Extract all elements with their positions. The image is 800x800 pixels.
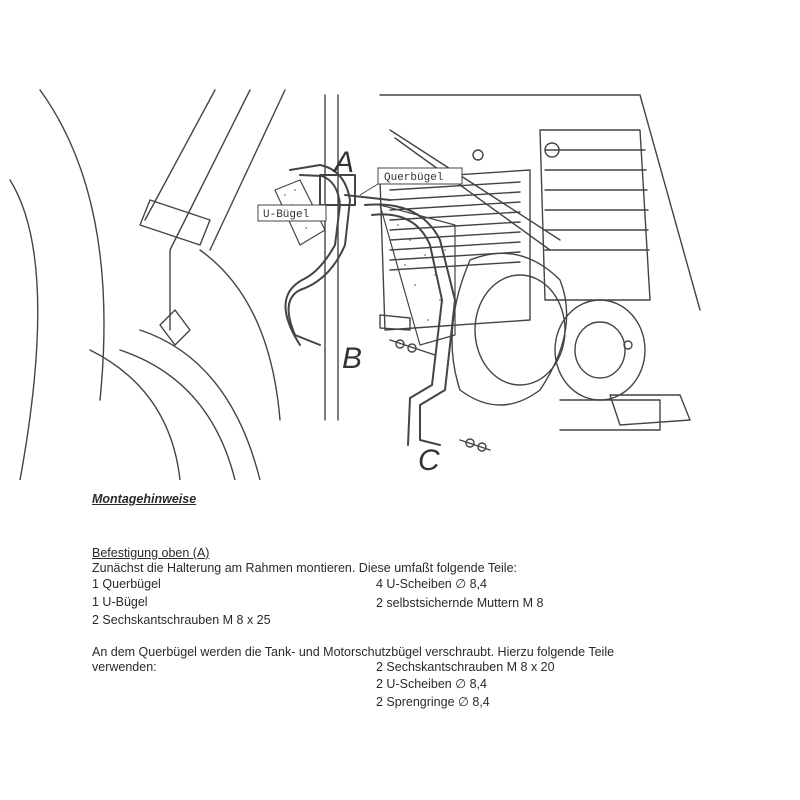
- callout-ubuegel-label: U-Bügel: [263, 209, 310, 221]
- mounting-bolts-drawing: [380, 315, 490, 451]
- label-b: B: [342, 342, 363, 375]
- paragraph-2-line-2: verwenden:: [92, 660, 157, 674]
- parts-2-item: 2 Sprengringe ∅ 8,4: [376, 695, 490, 709]
- front-wheel-drawing: [10, 90, 280, 480]
- engine-case-drawing: [452, 253, 690, 430]
- section-heading: Befestigung oben (A): [92, 546, 210, 560]
- label-a: A: [334, 146, 355, 179]
- cylinder-drawing: [473, 130, 650, 300]
- callout-querbuegel-label: Querbügel: [384, 172, 444, 184]
- frame-drawing: [325, 95, 700, 420]
- parts-left-item: 1 Querbügel: [92, 577, 161, 591]
- parts-right-item: 2 selbstsichernde Muttern M 8: [376, 596, 544, 610]
- instructions-heading: Montagehinweise: [92, 492, 197, 506]
- parts-left-item: 1 U-Bügel: [92, 595, 148, 609]
- parts-2-item: 2 Sechskantschrauben M 8 x 20: [376, 660, 555, 674]
- parts-right-item: 4 U-Scheiben ∅ 8,4: [376, 577, 487, 591]
- label-c: C: [418, 444, 440, 477]
- paragraph-2-line-1: An dem Querbügel werden die Tank- und Motorschutzbügel verschraubt. Hierzu folgende Teile: [92, 645, 615, 659]
- callout-ubuegel: [258, 205, 326, 221]
- parts-2-item: 2 U-Scheiben ∅ 8,4: [376, 677, 487, 691]
- callout-querbuegel: [360, 168, 462, 195]
- parts-left-item: 2 Sechskantschrauben M 8 x 25: [92, 613, 271, 627]
- intro-text: Zunächst die Halterung am Rahmen montieren. Diese umfaßt folgende Teile:: [92, 561, 517, 575]
